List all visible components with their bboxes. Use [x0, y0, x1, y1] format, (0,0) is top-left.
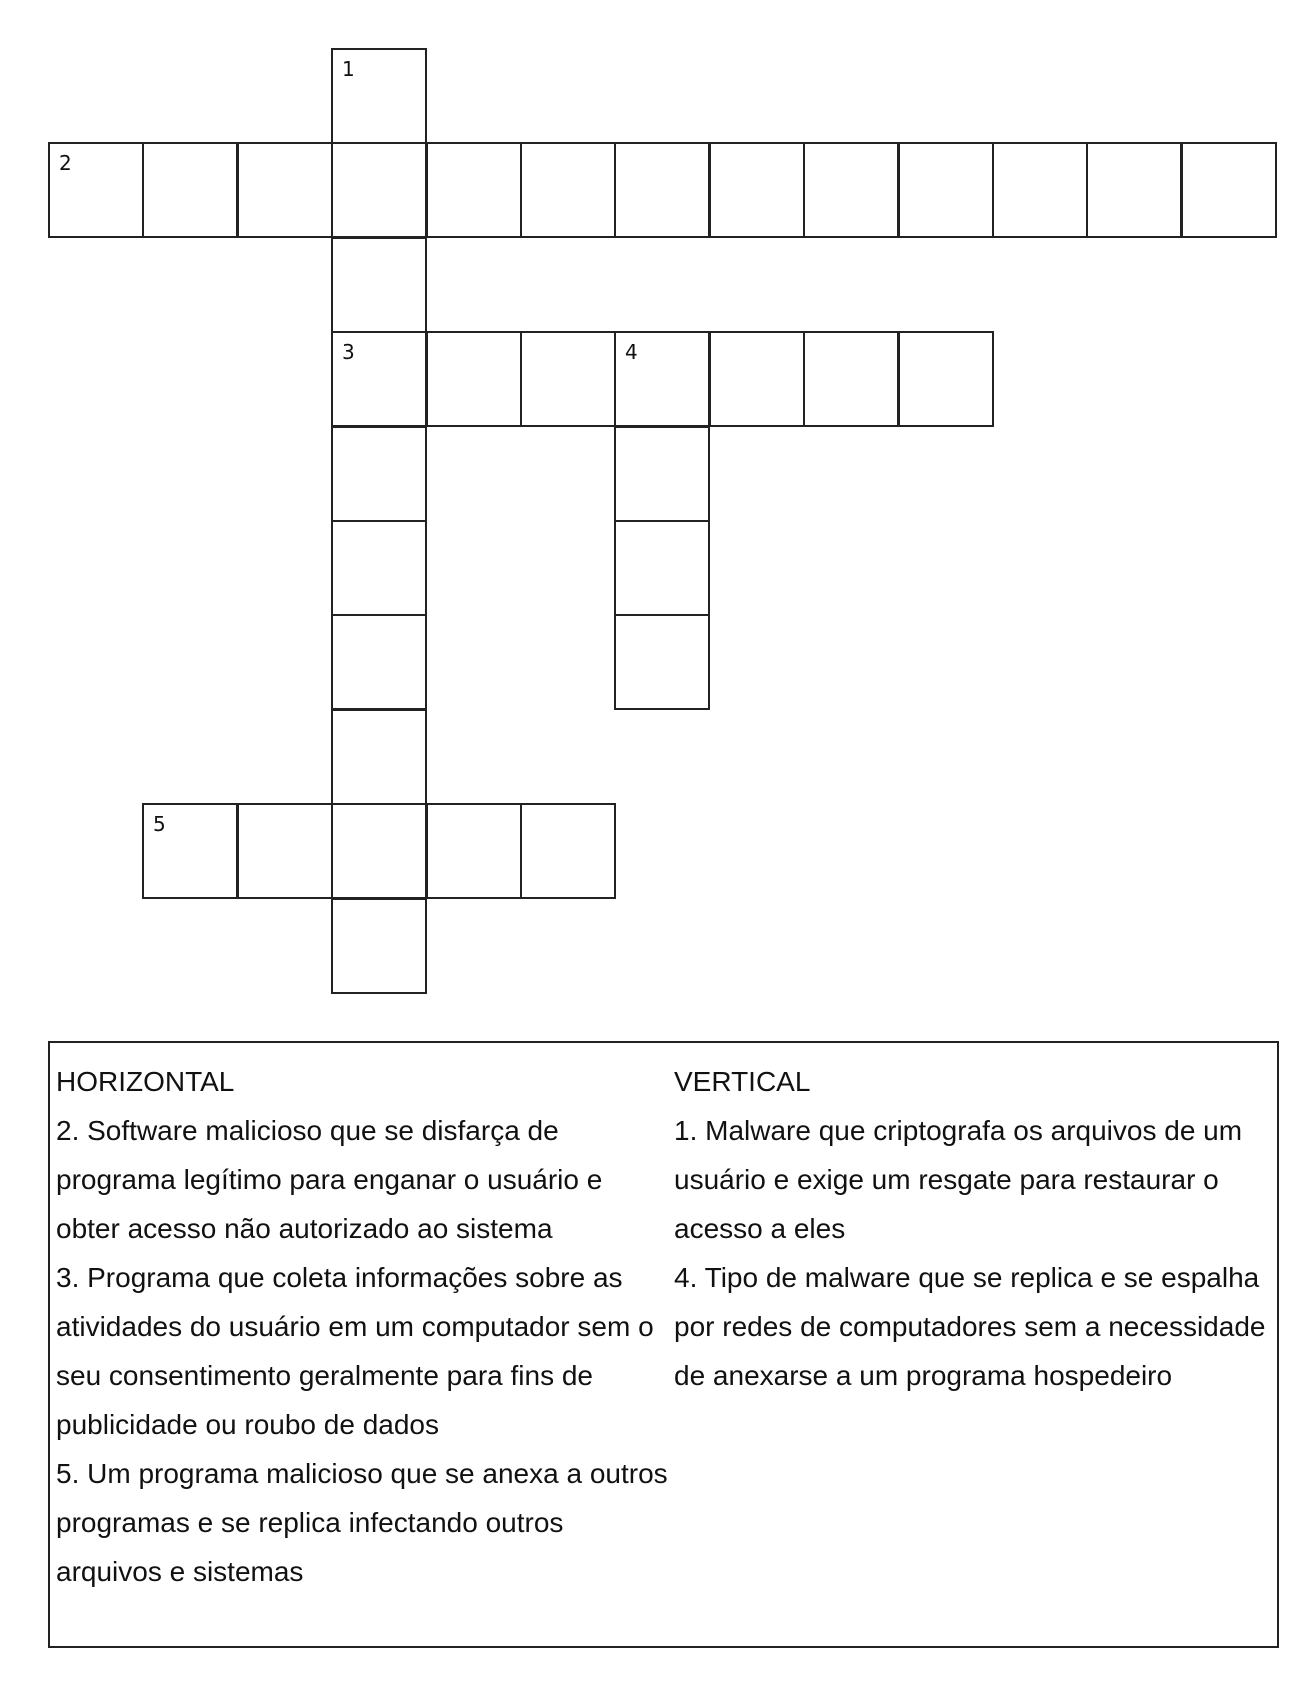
- clue-vertical-1: 1. Malware que criptografa os arquivos de um usuário e exige um resgate para restaurar o acesso a eles: [674, 1115, 1243, 1244]
- grid-cell[interactable]: [331, 709, 427, 805]
- grid-cell[interactable]: [614, 142, 710, 238]
- grid-cell[interactable]: [992, 142, 1088, 238]
- grid-cell[interactable]: [48, 142, 144, 238]
- grid-cell[interactable]: [898, 331, 994, 427]
- clue-number: 5: [153, 812, 166, 836]
- grid-cell[interactable]: [331, 898, 427, 994]
- grid-cell[interactable]: [803, 142, 899, 238]
- grid-cell[interactable]: [426, 331, 522, 427]
- grid-cell[interactable]: [142, 142, 238, 238]
- grid-cell[interactable]: [803, 331, 899, 427]
- grid-cell[interactable]: [142, 803, 238, 899]
- horizontal-heading: HORIZONTAL: [56, 1066, 235, 1097]
- grid-cell[interactable]: [331, 48, 427, 144]
- clue-horizontal-2: 2. Software malicioso que se disfarça de programa legítimo para enganar o usuário e obter acesso não autorizado ao sistema: [56, 1115, 603, 1244]
- grid-cell[interactable]: [614, 614, 710, 710]
- clue-number: 3: [342, 340, 355, 364]
- grid-cell[interactable]: [614, 331, 710, 427]
- clue-horizontal-3: 3. Programa que coleta informações sobre as atividades do usuário em um computador sem o seu consentimento geralmente para fins de publicidade ou roubo de dados: [56, 1262, 654, 1440]
- grid-cell[interactable]: [1086, 142, 1182, 238]
- grid-cell[interactable]: [331, 803, 427, 899]
- grid-cell[interactable]: [237, 803, 333, 899]
- grid-cell[interactable]: [520, 331, 616, 427]
- grid-cell[interactable]: [426, 803, 522, 899]
- grid-cell[interactable]: [1181, 142, 1277, 238]
- grid-cell[interactable]: [614, 426, 710, 522]
- grid-cell[interactable]: [331, 142, 427, 238]
- clue-number: 2: [59, 151, 72, 175]
- grid-cell[interactable]: [331, 614, 427, 710]
- vertical-heading: VERTICAL: [674, 1066, 811, 1097]
- grid-cell[interactable]: [426, 142, 522, 238]
- grid-cell[interactable]: [520, 803, 616, 899]
- clues-box: [48, 1041, 1279, 1648]
- horizontal-clues: [56, 1057, 668, 1596]
- grid-cell[interactable]: [709, 331, 805, 427]
- clue-number: 4: [625, 340, 638, 364]
- vertical-clues: [674, 1057, 1274, 1400]
- grid-cell[interactable]: [331, 520, 427, 616]
- grid-cell[interactable]: [237, 142, 333, 238]
- grid-cell[interactable]: [520, 142, 616, 238]
- clue-vertical-4: 4. Tipo de malware que se replica e se espalha por redes de computadores sem a necessidade de anexarse a um programa hospedeiro: [674, 1262, 1266, 1391]
- clue-number: 1: [342, 57, 355, 81]
- grid-cell[interactable]: [331, 331, 427, 427]
- grid-cell[interactable]: [709, 142, 805, 238]
- grid-cell[interactable]: [898, 142, 994, 238]
- grid-cell[interactable]: [614, 520, 710, 616]
- grid-cell[interactable]: [331, 237, 427, 333]
- grid-cell[interactable]: [331, 426, 427, 522]
- clue-horizontal-5: 5. Um programa malicioso que se anexa a outros programas e se replica infectando outros arquivos e sistemas: [56, 1458, 668, 1587]
